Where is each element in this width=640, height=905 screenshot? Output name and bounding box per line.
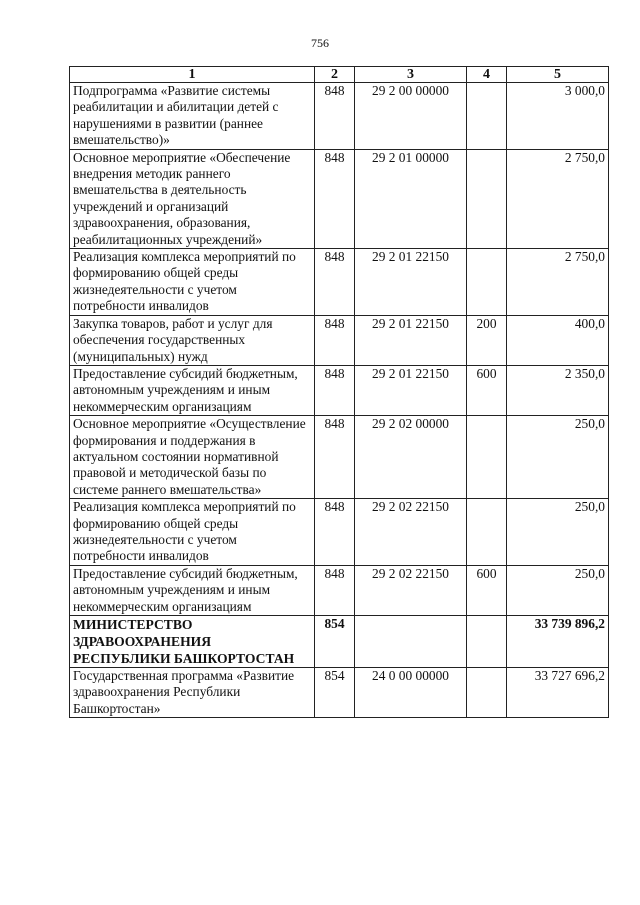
table-row <box>70 499 609 566</box>
row-code: 848 <box>315 565 355 615</box>
table-row-ministry <box>70 616 609 668</box>
row-classifier: 29 2 01 22150 <box>355 249 467 316</box>
header-col-5: 5 <box>507 67 609 83</box>
row-code: 848 <box>315 149 355 248</box>
header-col-4: 4 <box>467 67 507 83</box>
row-type <box>467 83 507 150</box>
row-name: Подпрограмма «Развитие системы реабилитации и абилитации детей с нарушениями в развитии (раннее вмешательство)» <box>70 83 315 150</box>
row-classifier: 29 2 01 00000 <box>355 149 467 248</box>
row-name: Реализация комплекса мероприятий по формированию общей среды жизнедеятельности с учетом потребности инвалидов <box>70 249 315 316</box>
header-col-3: 3 <box>355 67 467 83</box>
row-code: 854 <box>315 616 355 668</box>
row-code: 848 <box>315 499 355 566</box>
row-amount: 33 727 696,2 <box>507 668 609 718</box>
row-name: Закупка товаров, работ и услуг для обеспечения государственных (муниципальных) нужд <box>70 315 315 365</box>
row-code: 848 <box>315 249 355 316</box>
row-name: Предоставление субсидий бюджетным, автономным учреждениям и иным некоммерческим организациям <box>70 565 315 615</box>
row-type <box>467 499 507 566</box>
row-type <box>467 149 507 248</box>
row-name: Основное мероприятие «Осуществление формирования и поддержания в актуальном состоянии нормативной правовой и методической базы по системе раннего вмешательства» <box>70 416 315 499</box>
row-amount: 2 350,0 <box>507 365 609 415</box>
header-row <box>70 67 609 83</box>
row-type <box>467 249 507 316</box>
row-code: 848 <box>315 315 355 365</box>
row-amount: 250,0 <box>507 499 609 566</box>
row-classifier: 29 2 00 00000 <box>355 83 467 150</box>
row-name: Основное мероприятие «Обеспечение внедрения методик раннего вмешательства в деятельность учреждений и организаций здравоохранения, образования, реабилитационных учреждений» <box>70 149 315 248</box>
row-classifier: 24 0 00 00000 <box>355 668 467 718</box>
row-classifier: 29 2 01 22150 <box>355 365 467 415</box>
table-row <box>70 83 609 150</box>
row-type <box>467 668 507 718</box>
row-amount: 250,0 <box>507 565 609 615</box>
row-classifier: 29 2 02 00000 <box>355 416 467 499</box>
table-row <box>70 315 609 365</box>
row-code: 848 <box>315 365 355 415</box>
row-amount: 2 750,0 <box>507 249 609 316</box>
row-type: 200 <box>467 315 507 365</box>
page-number: 756 <box>311 36 329 50</box>
row-amount: 400,0 <box>507 315 609 365</box>
header-col-2: 2 <box>315 67 355 83</box>
row-name: Предоставление субсидий бюджетным, автономным учреждениям и иным некоммерческим организациям <box>70 365 315 415</box>
table-row <box>70 416 609 499</box>
row-name: Реализация комплекса мероприятий по формированию общей среды жизнедеятельности с учетом потребности инвалидов <box>70 499 315 566</box>
row-code: 848 <box>315 416 355 499</box>
row-type: 600 <box>467 565 507 615</box>
row-classifier: 29 2 02 22150 <box>355 565 467 615</box>
budget-table <box>69 66 609 718</box>
row-type <box>467 416 507 499</box>
row-type: 600 <box>467 365 507 415</box>
table-row <box>70 565 609 615</box>
table-row <box>70 365 609 415</box>
row-amount: 3 000,0 <box>507 83 609 150</box>
row-type <box>467 616 507 668</box>
row-name: МИНИСТЕРСТВО ЗДРАВООХРАНЕНИЯ РЕСПУБЛИКИ БАШКОРТОСТАН <box>70 616 315 668</box>
row-code: 848 <box>315 83 355 150</box>
row-code: 854 <box>315 668 355 718</box>
row-name: Государственная программа «Развитие здравоохранения Республики Башкортостан» <box>70 668 315 718</box>
row-amount: 2 750,0 <box>507 149 609 248</box>
table-row <box>70 249 609 316</box>
header-col-1: 1 <box>70 67 315 83</box>
table-row <box>70 149 609 248</box>
row-classifier <box>355 616 467 668</box>
row-classifier: 29 2 01 22150 <box>355 315 467 365</box>
row-amount: 250,0 <box>507 416 609 499</box>
table-row <box>70 668 609 718</box>
row-classifier: 29 2 02 22150 <box>355 499 467 566</box>
row-amount: 33 739 896,2 <box>507 616 609 668</box>
